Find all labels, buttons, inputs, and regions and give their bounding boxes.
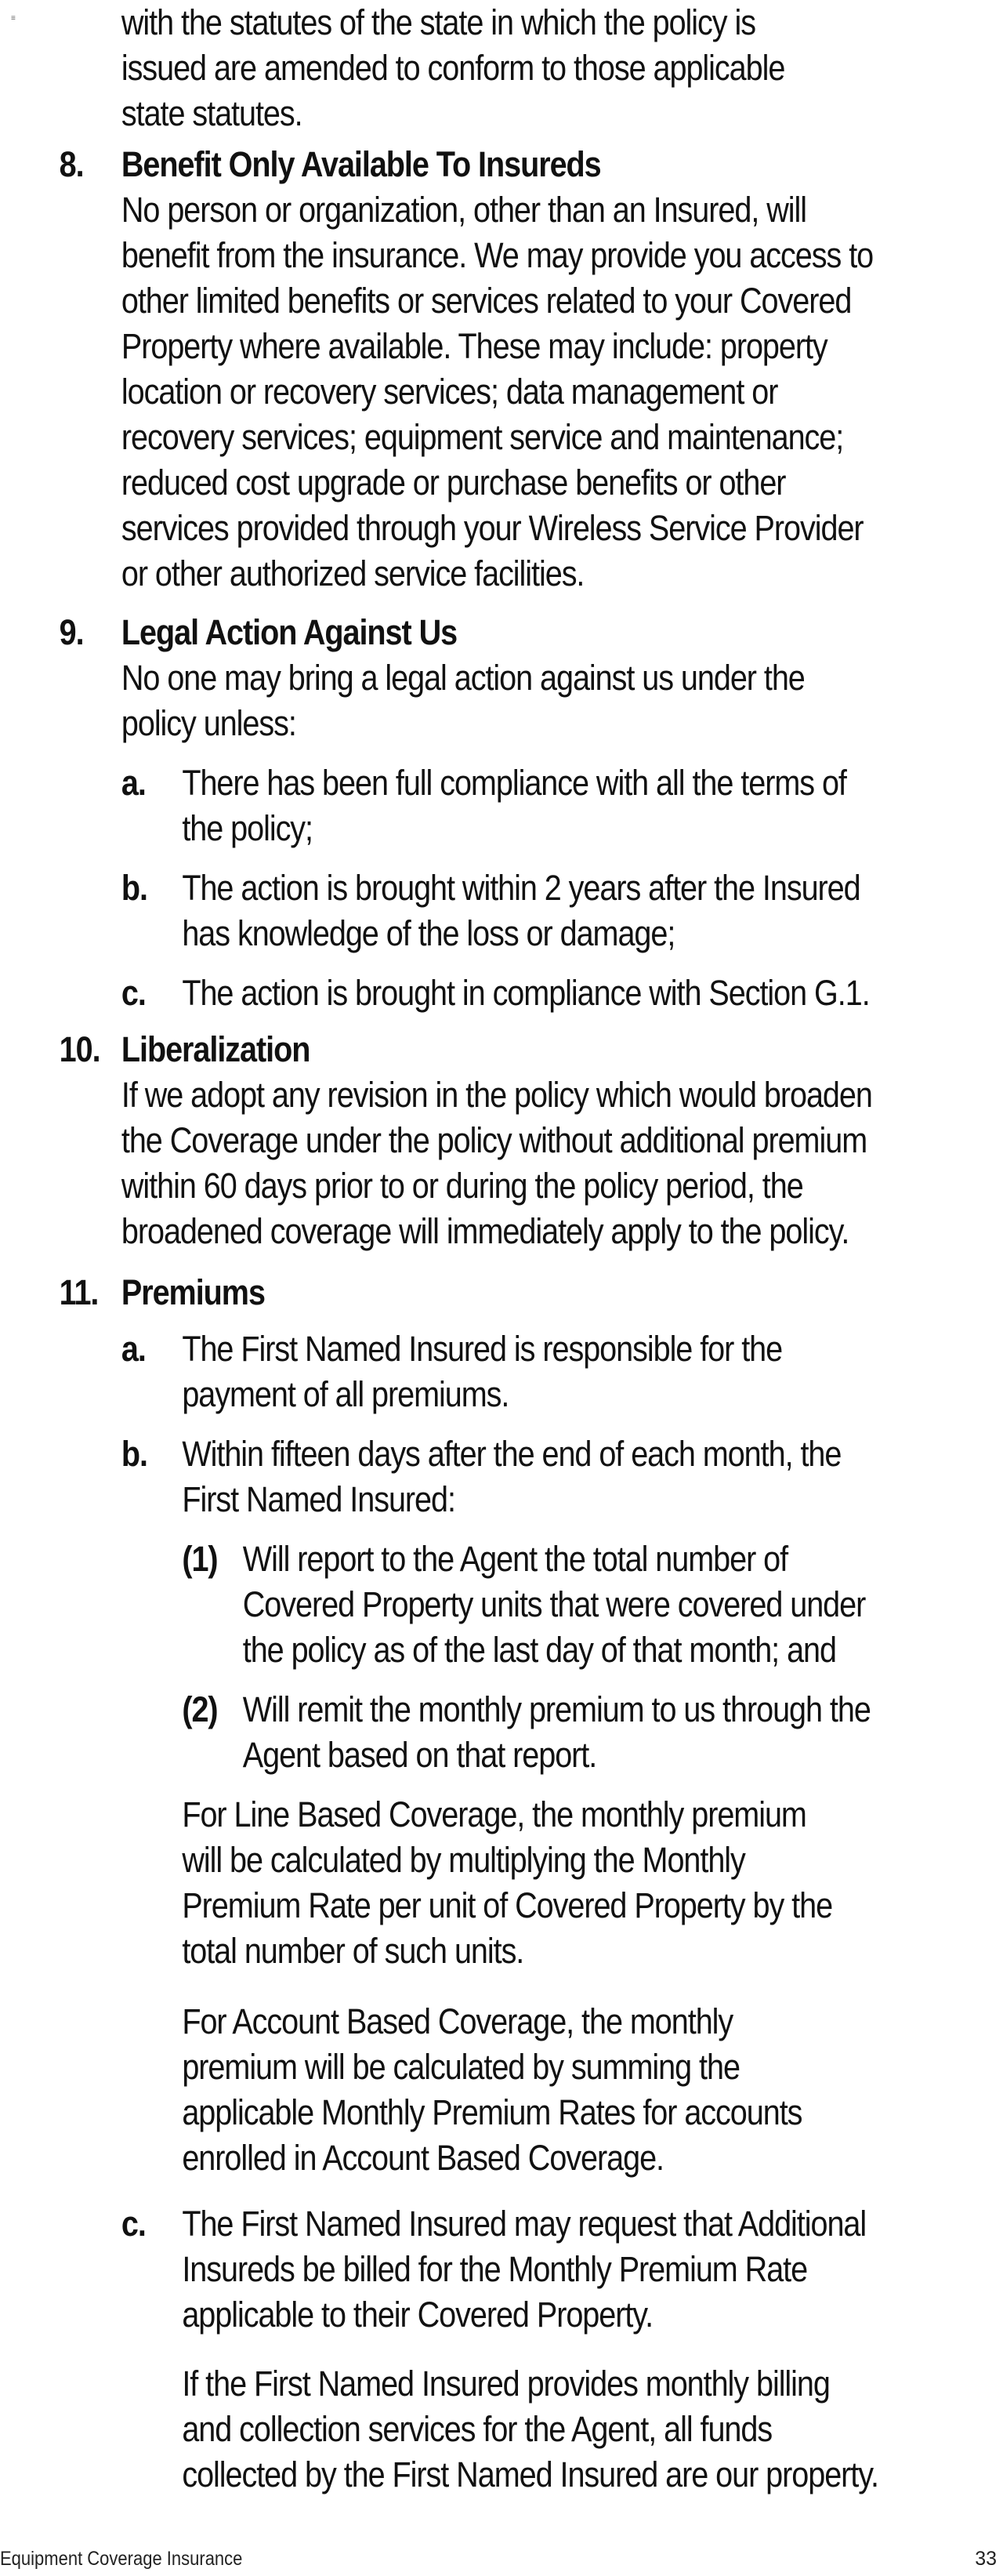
section-9	[121, 610, 805, 746]
item-11c	[182, 2201, 866, 2338]
text-line: enrolled in Account Based Coverage.	[182, 2138, 664, 2178]
footer-title: Equipment Coverage Insurance	[0, 2548, 243, 2570]
text-line: Covered Property units that were covered under	[242, 1584, 866, 1624]
section-title: Benefit Only Available To Insureds	[121, 144, 601, 184]
text-line: Property where available. These may include: property	[121, 326, 827, 366]
subitem-label: (2)	[182, 1689, 218, 1729]
text-line: If the First Named Insured provides monthly billing	[182, 2364, 830, 2404]
text-line: premium will be calculated by summing the	[182, 2047, 740, 2087]
subitem-11b1	[243, 1537, 865, 1673]
intro-paragraph	[121, 0, 784, 136]
text-line: recovery services; equipment service and maintenance;	[121, 417, 844, 457]
text-line: No one may bring a legal action against us under the	[121, 658, 805, 698]
text-line: with the statutes of the state in which the policy is	[121, 2, 755, 42]
text-line: First Named Insured:	[182, 1479, 455, 1519]
text-line: within 60 days prior to or during the policy period, the	[121, 1166, 803, 1206]
subitem-label: (1)	[182, 1539, 218, 1579]
text-line: total number of such units.	[182, 1931, 524, 1971]
text-line: the policy;	[182, 808, 313, 848]
text-line: issued are amended to conform to those applicable	[121, 48, 785, 88]
item-label: c.	[121, 2204, 146, 2244]
text-line: The action is brought within 2 years after the Insured	[182, 868, 860, 908]
item-label: a.	[121, 1329, 146, 1369]
text-line: If we adopt any revision in the policy which would broaden	[121, 1075, 872, 1115]
billing-paragraph	[182, 2361, 878, 2498]
section-8	[121, 142, 873, 597]
line-based-paragraph	[182, 1792, 832, 1974]
text-line: Will report to the Agent the total number of	[242, 1539, 788, 1579]
text-line: state statutes.	[121, 93, 302, 133]
section-title: Legal Action Against Us	[121, 612, 458, 652]
text-line: Premium Rate per unit of Covered Property by the	[182, 1885, 833, 1925]
item-9c	[182, 971, 869, 1016]
text-line: There has been full compliance with all the terms of	[182, 763, 846, 803]
section-number: 10.	[59, 1029, 100, 1069]
item-9a	[182, 760, 846, 851]
text-line: Agent based on that report.	[242, 1735, 597, 1775]
subitem-11b2	[243, 1687, 871, 1778]
text-line: other limited benefits or services related to your Covered	[121, 281, 852, 321]
page-footer	[0, 2548, 1003, 2571]
text-line: Insureds be billed for the Monthly Premium Rate	[182, 2249, 808, 2289]
account-based-paragraph	[182, 1999, 802, 2181]
text-line: applicable to their Covered Property.	[182, 2295, 654, 2335]
text-line: location or recovery services; data management or	[121, 372, 778, 412]
text-line: No person or organization, other than an Insured, will	[121, 190, 807, 230]
text-line: The First Named Insured is responsible for the	[182, 1329, 783, 1369]
item-label: a.	[121, 763, 146, 803]
text-line: For Line Based Coverage, the monthly premium	[182, 1794, 806, 1834]
text-line: and collection services for the Agent, all funds	[182, 2409, 773, 2449]
section-11-title	[121, 1270, 265, 1315]
text-line: benefit from the insurance. We may provide you access to	[121, 235, 874, 275]
text-line: The action is brought in compliance with Section G.1.	[182, 973, 870, 1013]
text-line: services provided through your Wireless Service Provider	[121, 508, 864, 548]
section-title: Premiums	[121, 1272, 265, 1312]
text-line: collected by the First Named Insured are our property.	[182, 2454, 879, 2494]
section-10	[121, 1027, 872, 1254]
section-title: Liberalization	[121, 1029, 310, 1069]
section-number: 11.	[59, 1272, 99, 1312]
text-line: has knowledge of the loss or damage;	[182, 913, 675, 953]
corner-mark: ≡	[11, 14, 16, 23]
text-line: The First Named Insured may request that Additional	[182, 2204, 867, 2244]
item-11b	[182, 1431, 841, 1522]
text-line: broadened coverage will immediately apply to the policy.	[121, 1211, 849, 1251]
text-line: Will remit the monthly premium to us through the	[242, 1689, 871, 1729]
page-number: 33	[975, 2548, 997, 2570]
text-line: the policy as of the last day of that month; and	[242, 1630, 836, 1670]
text-line: For Account Based Coverage, the monthly	[182, 2001, 733, 2041]
text-line: or other authorized service facilities.	[121, 553, 585, 593]
section-number: 8.	[59, 144, 84, 184]
item-label: c.	[121, 973, 146, 1013]
item-9b	[182, 865, 860, 956]
item-label: b.	[121, 868, 147, 908]
text-line: reduced cost upgrade or purchase benefits or other	[121, 463, 786, 503]
item-label: b.	[121, 1434, 147, 1474]
item-11a	[182, 1326, 782, 1417]
text-line: policy unless:	[121, 703, 296, 743]
text-line: payment of all premiums.	[182, 1374, 509, 1414]
section-number: 9.	[59, 612, 84, 652]
text-line: Within fifteen days after the end of each month, the	[182, 1434, 842, 1474]
text-line: will be calculated by multiplying the Monthly	[182, 1840, 745, 1880]
text-line: the Coverage under the policy without additional premium	[121, 1120, 867, 1160]
text-line: applicable Monthly Premium Rates for accounts	[182, 2092, 802, 2132]
